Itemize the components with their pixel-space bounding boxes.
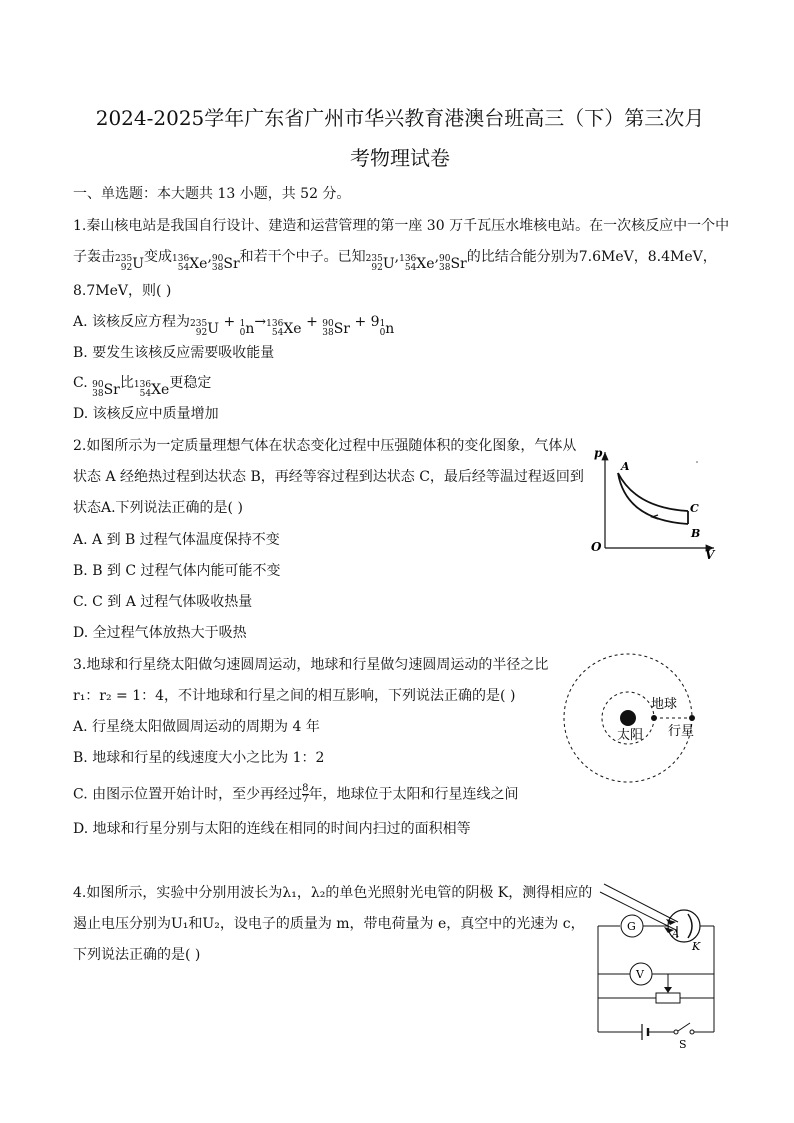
q1-option-b[interactable]: B. 要发生该核反应需要吸收能量 (73, 345, 275, 361)
nuclide-neutron: 1 0 n (379, 319, 395, 338)
nuclide-sr90: 90 38 Sr (322, 319, 350, 338)
earth-label: 地球 (651, 697, 678, 712)
exam-title-line-2: 考物理试卷 (350, 146, 450, 170)
switch-icon (674, 1030, 678, 1034)
exam-title (60, 98, 740, 178)
curve-c-to-a (618, 473, 688, 511)
dot-mark (696, 461, 698, 463)
nuclide-sr90: 90 38 Sr (211, 254, 240, 273)
q3-orbit-diagram (558, 648, 698, 788)
axis-label-p: p (594, 446, 603, 460)
planet-label: 行星 (668, 724, 695, 739)
q1-stem-line-3: 8.7MeV，则( ) (73, 283, 172, 299)
q1-text: 的比结合能分别为7.6MeV，8.4MeV， (466, 249, 717, 265)
state-label-b: B (691, 527, 701, 540)
state-label-c: C (690, 502, 699, 515)
q1-text: 子轰击 (73, 249, 115, 265)
nuclide-xe136: 136 54 Xe (133, 380, 170, 399)
q1-option-d[interactable]: D. 该核反应中质量增加 (73, 406, 219, 422)
axis-label-v: V (705, 548, 715, 560)
cathode-icon (688, 914, 692, 938)
sun-icon (620, 710, 636, 726)
q4-stem-line-1: 4.如图所示，实验中分别用波长为λ₁，λ₂的单色光照射光电管的阴极 K，测得相应的 (73, 885, 593, 901)
q1-text: 变成 (144, 249, 172, 265)
q2-option-b[interactable]: B. B 到 C 过程气体内能可能不变 (73, 563, 281, 579)
state-label-a: A (621, 460, 630, 473)
light-ray (604, 884, 678, 922)
switch-icon (678, 1023, 690, 1031)
q2-stem-line-3: 状态A.下列说法正确的是( ) (73, 500, 243, 516)
q3-option-c[interactable]: C. 由图示位置开始计时，至少再经过 $\frac{8}{7}$ 年，地球位于太阳和行星连线之间 (73, 783, 519, 805)
q4-circuit-diagram (592, 878, 726, 1050)
nuclide-u235: 235 92 U (115, 254, 144, 273)
sun-label: 太阳 (617, 728, 644, 743)
q3-option-a[interactable]: A. 行星绕太阳做圆周运动的周期为 4 年 (73, 719, 320, 735)
q2-stem-line-1: 2.如图所示为一定质量理想气体在状态变化过程中压强随体积的变化图象，气体从 (73, 438, 577, 454)
q4-stem-line-2: 遏止电压分别为U₁和U₂，设电子的质量为 m，带电荷量为 e，真空中的光速为 c， (73, 916, 585, 932)
q3-option-b[interactable]: B. 地球和行星的线速度大小之比为 1：2 (73, 750, 325, 766)
switch-icon (690, 1030, 694, 1034)
section-header: 一、单选题：本大题共 13 小题，共 52 分。 (73, 186, 351, 202)
nuclide-sr90: 90 38 Sr (439, 254, 467, 273)
q2-option-d[interactable]: D. 全过程气体放热大于吸热 (73, 625, 247, 641)
nuclide-u235: 235 92 U (190, 319, 220, 338)
q1-stem-line-2: 子轰击 235 92 U 变成 136 54 Xe , 90 38 Sr 和若干个中子。已知 235 92 U , 136 54 Xe , 90 38 Sr 的比结合能分别为7.6MeV，8.4MeV， (73, 249, 717, 273)
voltmeter-label: V (636, 968, 644, 981)
slider-arrow-icon (664, 987, 672, 993)
q1-stem-line-1: 1.秦山核电站是我国自行设计、建造和运营管理的第一座 30 万千瓦压水堆核电站。在一次核反应中一个中 (73, 218, 730, 234)
nuclide-xe136: 136 54 Xe (399, 254, 435, 273)
nuclide-sr90: 90 38 Sr (92, 380, 120, 399)
q2-stem-line-2: 状态 A 经绝热过程到达状态 B，再经等容过程到达状态 C，最后经等温过程返回到 (73, 469, 584, 485)
switch-label: S (679, 1038, 687, 1050)
cathode-label: K (692, 940, 701, 953)
fraction: $\frac{8}{7}$ (302, 783, 309, 805)
q3-option-d[interactable]: D. 地球和行星分别与太阳的连线在相同的时间内扫过的面积相等 (73, 821, 471, 837)
q2-pv-diagram (588, 438, 724, 560)
nuclide-u235: 235 92 U (365, 254, 395, 273)
light-ray (600, 892, 676, 930)
q3-stem-line-2: r₁：r₂ = 1：4，不计地球和行星之间的相互影响，下列说法正确的是( ) (73, 688, 516, 704)
nuclide-neutron: 1 0 n (239, 319, 255, 338)
q1-option-c[interactable]: C. 90 38 Sr 比 136 54 Xe 更稳定 (73, 375, 212, 399)
q2-option-a[interactable]: A. A 到 B 过程气体温度保持不变 (73, 532, 280, 548)
galvanometer-label: G (627, 920, 636, 933)
q4-stem-line-3: 下列说法正确的是( ) (73, 947, 201, 963)
exam-title-line-1: 2024-2025学年广东省广州市华兴教育港澳台班高三（下）第三次月 (95, 106, 705, 130)
rheostat-icon (656, 993, 680, 1003)
nuclide-xe136: 136 54 Xe (266, 319, 302, 338)
nuclide-xe136: 136 54 Xe (172, 254, 208, 273)
anode-label: A (672, 929, 680, 940)
q3-stem-line-1: 3.地球和行星绕太阳做匀速圆周运动，地球和行星做匀速圆周运动的半径之比 (73, 657, 549, 673)
q2-option-c[interactable]: C. C 到 A 过程气体吸收热量 (73, 594, 253, 610)
origin-label: O (591, 540, 602, 554)
q1-option-a[interactable]: A. 该核反应方程为 235 92 U + 1 0 n → 136 54 Xe + 90 38 Sr + 9 1 0 n (73, 314, 395, 338)
q1-text: 和若干个中子。已知 (239, 249, 366, 265)
